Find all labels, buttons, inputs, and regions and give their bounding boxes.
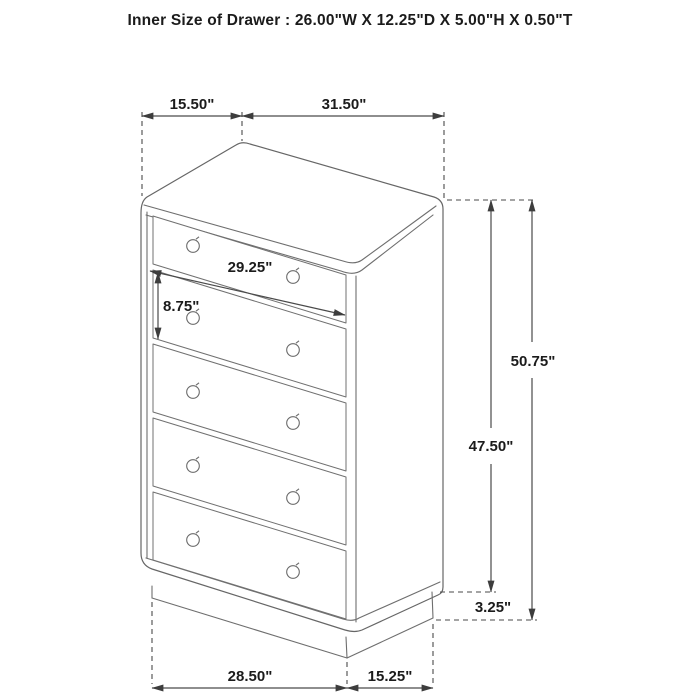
dimension-label-base-width: 28.50" xyxy=(227,668,273,685)
diagram-title: Inner Size of Drawer : 26.00"W X 12.25"D X 5.00"H X 0.50"T xyxy=(127,12,573,29)
dimension-label-overall-height: 50.75" xyxy=(510,353,556,370)
dimension-label-base-height: 3.25" xyxy=(474,599,512,616)
dimension-label-top-depth: 15.50" xyxy=(169,96,215,113)
dimension-label-base-depth: 15.25" xyxy=(367,668,413,685)
plinth-front-right-edge xyxy=(346,637,347,658)
chest-drawing xyxy=(141,143,443,658)
dimension-label-drawer-width: 29.25" xyxy=(227,259,273,276)
dimension-label-drawer-height: 8.75" xyxy=(163,298,200,315)
dimension-label-top-width: 31.50" xyxy=(321,96,367,113)
dimension-right xyxy=(436,200,555,620)
dimension-label-case-height: 47.50" xyxy=(468,438,514,455)
